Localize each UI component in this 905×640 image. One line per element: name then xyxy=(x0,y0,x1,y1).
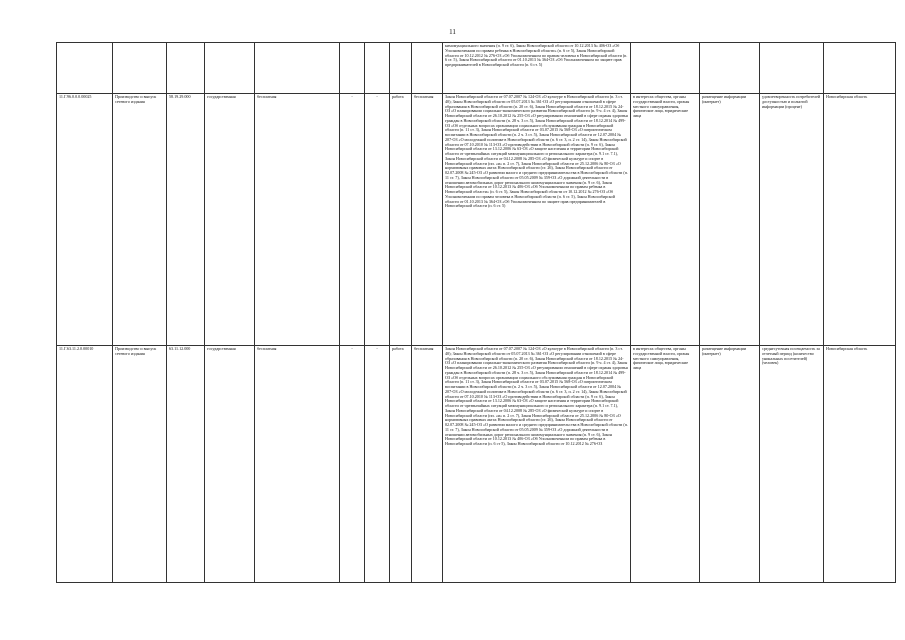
dash-cell xyxy=(365,43,390,94)
page-number: 11 xyxy=(449,28,456,36)
category-cell: бесплатная xyxy=(255,94,340,346)
service-code-cell: 11.Г.63.11.2.0.00010 xyxy=(57,346,113,583)
payment-cell: бесплатная xyxy=(412,94,443,346)
region-cell xyxy=(824,43,896,94)
indicator-cell: среднесуточная посещаемость за отчетный период (количество уникальных посетителей) (человек) xyxy=(760,346,824,583)
type-cell: работа xyxy=(390,94,412,346)
region-cell: Новосибирская область xyxy=(824,94,896,346)
indicator-cell: удовлетворенность потребителей доступностью и полнотой информации (процент) xyxy=(760,94,824,346)
consumers-cell: в интересах общества, органы государственной власти, органы местного самоуправления, физические лица, юридические лица xyxy=(631,346,700,583)
consumers-cell xyxy=(631,43,700,94)
region-cell: Новосибирская область xyxy=(824,346,896,583)
service-code-cell: 11.Г.96.0.0.0.00025 xyxy=(57,94,113,346)
format-cell: размещение информации (интернет) xyxy=(700,94,760,346)
table-row xyxy=(57,94,896,346)
type-cell: работа xyxy=(390,346,412,583)
service-name-cell: Производство и выпуск сетевого издания xyxy=(113,94,167,346)
type-cell xyxy=(390,43,412,94)
sector-cell: государственная xyxy=(205,346,255,583)
dash-cell: - xyxy=(365,346,390,583)
table-row xyxy=(57,43,896,94)
service-name-cell: Производство и выпуск сетевого издания xyxy=(113,346,167,583)
okved-cell: 63.11.12.000 xyxy=(167,346,205,583)
service-name-cell xyxy=(113,43,167,94)
okved-cell: 58.19.29.000 xyxy=(167,94,205,346)
payment-cell xyxy=(412,43,443,94)
dash-cell: - xyxy=(340,346,365,583)
format-cell xyxy=(700,43,760,94)
okved-cell xyxy=(167,43,205,94)
consumers-cell: в интересах общества, органы государственной власти, органы местного самоуправления, физические лица, юридические лица xyxy=(631,94,700,346)
legal-basis-cell: кимомунциального значения (п. 9 ст. 6), Закон Новосибирской области от 10.12.2013 № 406-ОЗ «Об Уполномоченном по правам ребенка в Новосибирской области» (п. 6 ст 5), Закон Новосибирской области от 10.12.2012 № 276-ОЗ «Об Уполномоченном по правам человека в Новосибирской области (п. 6 ст. 5), Закон Новосибирской области от 01.10.2013 № 364-ОЗ «Об Уполномоченном по защите прав предпринимателей в Новосибирской области (п. 6 ст. 5) xyxy=(443,43,631,94)
payment-cell: бесплатная xyxy=(412,346,443,583)
registry-table xyxy=(56,42,896,583)
legal-basis-cell: Закон Новосибирской области от 07.07.2007 № 124-ОЗ «О культуре в Новосибирской области (п. 3 ст. 40); Закон Новосибирской области от 05.07.2013 № 361-ОЗ «О регулировании отношений в сфере образования в Новосибирской области (п. 20 ст. 6), Закон Новосибирской области от 18.12.2015 № 24-ОЗ «О планировании социально-экономического развития Новосибирской области (п. 9 ч. 4 ст. 4), Закон Новосибирской области от 26.10.2012 № 255-ОЗ «О регулировании отношений в сфере охраны здоровья граждан в Новосибирской области (п. 28 ч. 3 ст. 5), Закон Новосибирской области от 18.12.2014 № 499-ОЗ «Об отдельных вопросах организации социального обслуживания граждан в Новосибирской области (п. 11 ст. 3), Закон Новосибирской области от 03.07.2015 № 568-ОЗ «О патриотическом воспитании в Новосибирской области (п. 2 ч. 3 ст. 5), Закон Новосибирской области от 12.07.2004 № 207-ОЗ «О молодежной политике в Новосибирской области (п. 6 ст. 3, п. 2 ст. 14), Закон Новосибирской области от 07.10.2010 № 113-ОЗ «О противодействии в Новосибирской области (п. 9 ст. 6), Закон Новосибирской области от 13.12.2006 № 63-ОЗ «О защите населения и территории Новосибирской области от чрезвычайных ситуаций межмуниципального и регионального характера (п. 9.1 ст. 7.1), Закон Новосибирской области от 04.12.2008 № 285-ОЗ «О физической культуре и спорте в Новосибирской области (пп. «и» п. 2 ст. 7), Закон Новосибирской области от 25.12.2006 № 80-ОЗ «О нормативных правовых актах Новосибирской области (ст. 26), Закон Новосибирской области от 02.07.2008 № 245-ОЗ «О развитии малого и среднего предпринимательства в Новосибирской области (п. 11 ст. 7), Закон Новосибирской области от 05.05.2009 № 359-ОЗ «О дорожной деятельности в отношении автомобильных дорог регионального кимомунциального значения (п. 9 ст. 6), Закон Новосибирской области от 10.12.2013 № 406-ОЗ «Об Уполномоченном по правам ребенка в Новосибирской области» (п. 6 ст. 5), Закон Новосибирской области от 10.12.2012 № 276-ОЗ «Об Уполномоченном по правам человека в Новосибирской области (п. 6 ст. 5), Закон Новосибирской области от 01.10.2013 № 364-ОЗ «Об Уполномоченном по защите прав предпринимателей в Новосибирской области (п. 6 ст. 5) xyxy=(443,94,631,346)
dash-cell xyxy=(340,43,365,94)
sector-cell xyxy=(205,43,255,94)
legal-basis-cell: Закон Новосибирской области от 07.07.2007 № 124-ОЗ «О культуре в Новосибирской области (п. 3 ст. 40); Закон Новосибирской области от 05.07.2013 № 361-ОЗ «О регулировании отношений в сфере образования в Новосибирской области (п. 20 ст. 6), Закон Новосибирской области от 18.12.2015 № 24-ОЗ «О планировании социально-экономического развития Новосибирской области (п. 9 ч. 4 ст. 4), Закон Новосибирской области от 26.10.2012 № 255-ОЗ «О регулировании отношений в сфере охраны здоровья граждан в Новосибирской области (п. 28 ч. 3 ст. 5), Закон Новосибирской области от 18.12.2014 № 499-ОЗ «Об отдельных вопросах организации социального обслуживания граждан в Новосибирской области (п. 11 ст. 3), Закон Новосибирской области от 03.07.2015 № 568-ОЗ «О патриотическом воспитании в Новосибирской области (п. 2 ч. 3 ст. 5), Закон Новосибирской области от 12.07.2004 № 207-ОЗ «О молодежной политике в Новосибирской области (п. 6 ст. 3, п. 2 ст. 14), Закон Новосибирской области от 07.10.2010 № 113-ОЗ «О противодействии в Новосибирской области (п. 9 ст. 6), Закон Новосибирской области от 13.12.2006 № 63-ОЗ «О защите населения и территории Новосибирской области от чрезвычайных ситуаций межмуниципального и регионального характера (п. 9.1 ст. 7.1), Закон Новосибирской области от 04.12.2008 № 285-ОЗ «О физической культуре и спорте в Новосибирской области (пп. «и» п. 2 ст. 7), Закон Новосибирской области от 25.12.2006 № 80-ОЗ «О нормативных правовых актах Новосибирской области (ст. 26), Закон Новосибирской области от 02.07.2008 № 245-ОЗ «О развитии малого и среднего предпринимательства в Новосибирской области (п. 11 ст. 7), Закон Новосибирской области от 05.05.2009 № 359-ОЗ «О дорожной деятельности в отношении автомобильных дорог регионального кимомунциального значения (п. 9 ст. 6), Закон Новосибирской области от 10.12.2013 № 406-ОЗ «Об Уполномоченном по правам ребенка в Новосибирской области (п. 6 ст 5), Закон Новосибирской области от 10.12.2012 № 276-ОЗ xyxy=(443,346,631,583)
dash-cell: - xyxy=(340,94,365,346)
dash-cell: - xyxy=(365,94,390,346)
service-code-cell xyxy=(57,43,113,94)
category-cell xyxy=(255,43,340,94)
category-cell: бесплатная xyxy=(255,346,340,583)
indicator-cell xyxy=(760,43,824,94)
sector-cell: государственная xyxy=(205,94,255,346)
table-row xyxy=(57,346,896,583)
format-cell: размещение информации (интернет) xyxy=(700,346,760,583)
